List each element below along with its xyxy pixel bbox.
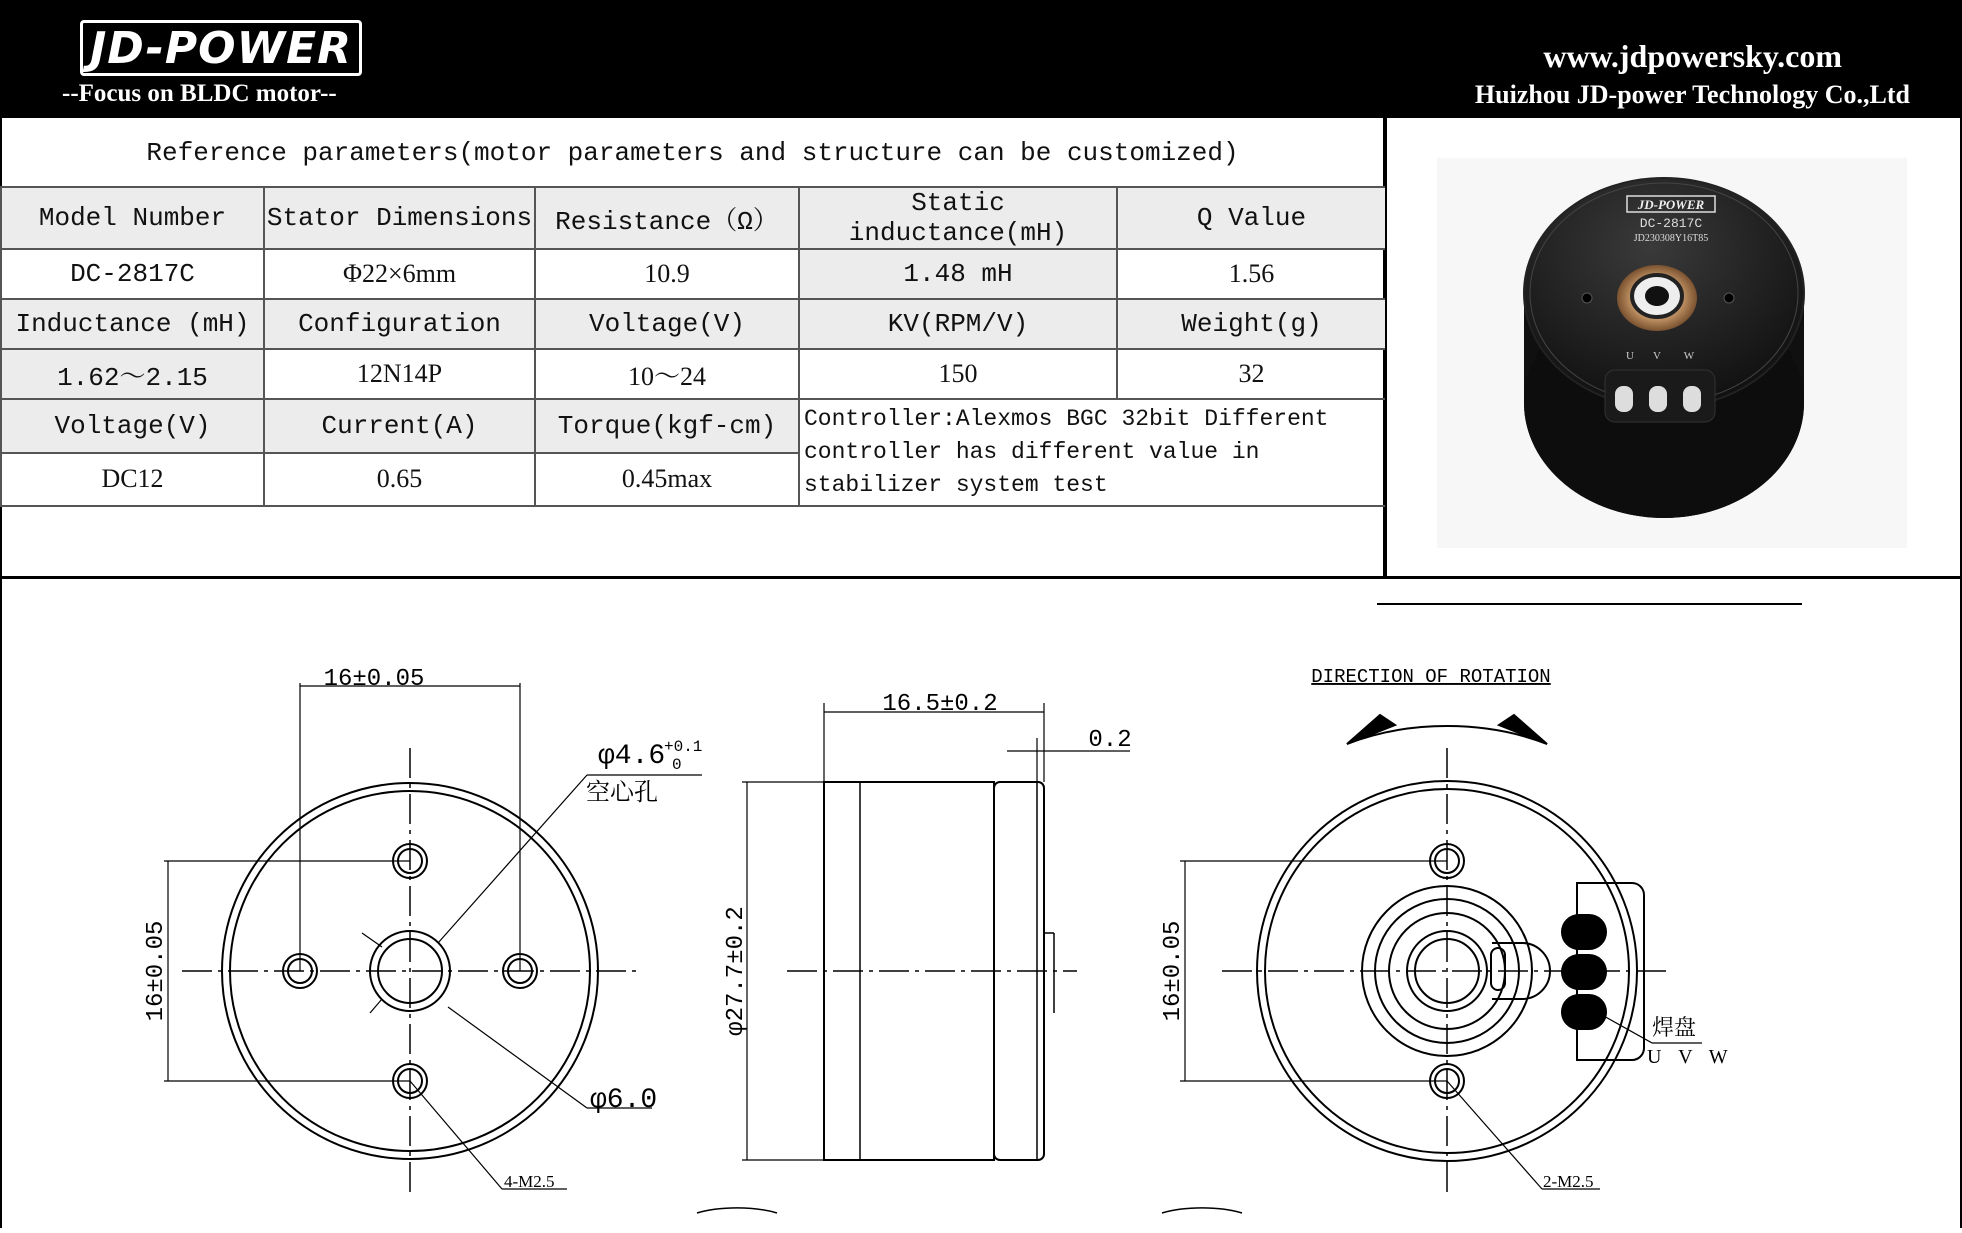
label-weight: Weight(g) (1117, 299, 1386, 349)
rear-hole-spacing-v: 16±0.05 (1160, 920, 1187, 1022)
label-kv: KV(RPM/V) (799, 299, 1117, 349)
technical-drawing (0, 576, 1962, 1228)
front-thread: 4-M2.5 (504, 1172, 555, 1191)
value-inductance: 1.62～2.15 (1, 349, 264, 399)
label-model-number: Model Number (1, 187, 264, 249)
label-current: Current(A) (264, 399, 535, 453)
company-name: Huizhou JD-power Technology Co.,Ltd (1474, 80, 1910, 109)
value-weight: 32 (1117, 349, 1386, 399)
label-test-voltage: Voltage(V) (1, 399, 264, 453)
value-static-inductance: 1.48 mH (799, 249, 1117, 299)
direction-label: DIRECTION OF ROTATION (1311, 666, 1551, 688)
phase-label-v: V (1653, 350, 1661, 362)
dimension-drawing (2, 579, 1960, 1228)
boss-diameter: φ6.0 (590, 1085, 658, 1116)
tagline: --Focus on BLDC motor-- (62, 80, 337, 107)
label-q-value: Q Value (1117, 187, 1386, 249)
value-torque: 0.45max (535, 453, 799, 507)
phase-label-w: W (1683, 350, 1695, 362)
front-view (164, 683, 777, 1213)
website-link[interactable]: www.jdpowersky.com (1543, 38, 1842, 74)
label-configuration: Configuration (264, 299, 535, 349)
spec-title: Reference parameters(motor parameters and structure can be customized) (146, 138, 1239, 168)
label-stator-dimensions: Stator Dimensions (264, 187, 535, 249)
bore-note: 空心孔 (586, 780, 658, 806)
product-photo-panel (1385, 116, 1962, 578)
phase-label-u: U (1626, 350, 1634, 362)
value-current: 0.65 (264, 453, 535, 507)
label-static-inductance: Static inductance(mH) (799, 187, 1117, 249)
bore-tol-upper: +0.1 (664, 738, 703, 756)
label-inductance: Inductance (mH) (1, 299, 264, 349)
value-resistance: 10.9 (535, 249, 799, 299)
label-torque: Torque(kgf-cm) (535, 399, 799, 453)
table-row (1, 299, 1386, 349)
label-voltage-range: Voltage(V) (535, 299, 799, 349)
pad-label: 焊盘 (1652, 1015, 1697, 1040)
table-row (1, 187, 1386, 249)
page-header (0, 0, 1962, 116)
value-configuration: 12N14P (264, 349, 535, 399)
side-view (742, 703, 1130, 1160)
front-hole-spacing-h: 16±0.05 (323, 666, 425, 693)
label-resistance: Resistance（Ω） (535, 187, 799, 249)
value-stator-dimensions: Φ22×6mm (264, 249, 535, 299)
table-row (1, 399, 1386, 453)
value-model-number: DC-2817C (1, 249, 264, 299)
photo-serial: JD230308Y16T85 (1633, 233, 1709, 244)
table-row (1, 249, 1386, 299)
rear-thread: 2-M2.5 (1543, 1172, 1594, 1191)
table-row (1, 349, 1386, 399)
side-diameter: φ27.7±0.2 (723, 906, 750, 1036)
motor-photo (1387, 118, 1960, 576)
photo-brand: JD-POWER (1637, 197, 1705, 212)
side-step: 0.2 (1088, 727, 1132, 754)
value-kv: 150 (799, 349, 1117, 399)
spec-table (0, 186, 1387, 507)
pad-phases: U V W (1647, 1046, 1734, 1068)
value-q-value: 1.56 (1117, 249, 1386, 299)
rotation-arrow-icon (1347, 715, 1395, 744)
logo-text: JD-POWER (89, 23, 353, 74)
front-hole-spacing-v: 16±0.05 (143, 920, 170, 1022)
photo-model: DC-2817C (1639, 216, 1703, 231)
bore-tol-lower: 0 (672, 756, 682, 774)
value-voltage-range: 10～24 (535, 349, 799, 399)
test-note: Controller:Alexmos BGC 32bit Different controller has different value in stabilizer system test (799, 399, 1386, 506)
bore-diameter: φ4.6 (598, 741, 666, 772)
side-height: 16.5±0.2 (882, 691, 998, 718)
rear-view (1162, 715, 1702, 1213)
value-test-voltage: DC12 (1, 453, 264, 507)
brand-logo (80, 20, 362, 76)
